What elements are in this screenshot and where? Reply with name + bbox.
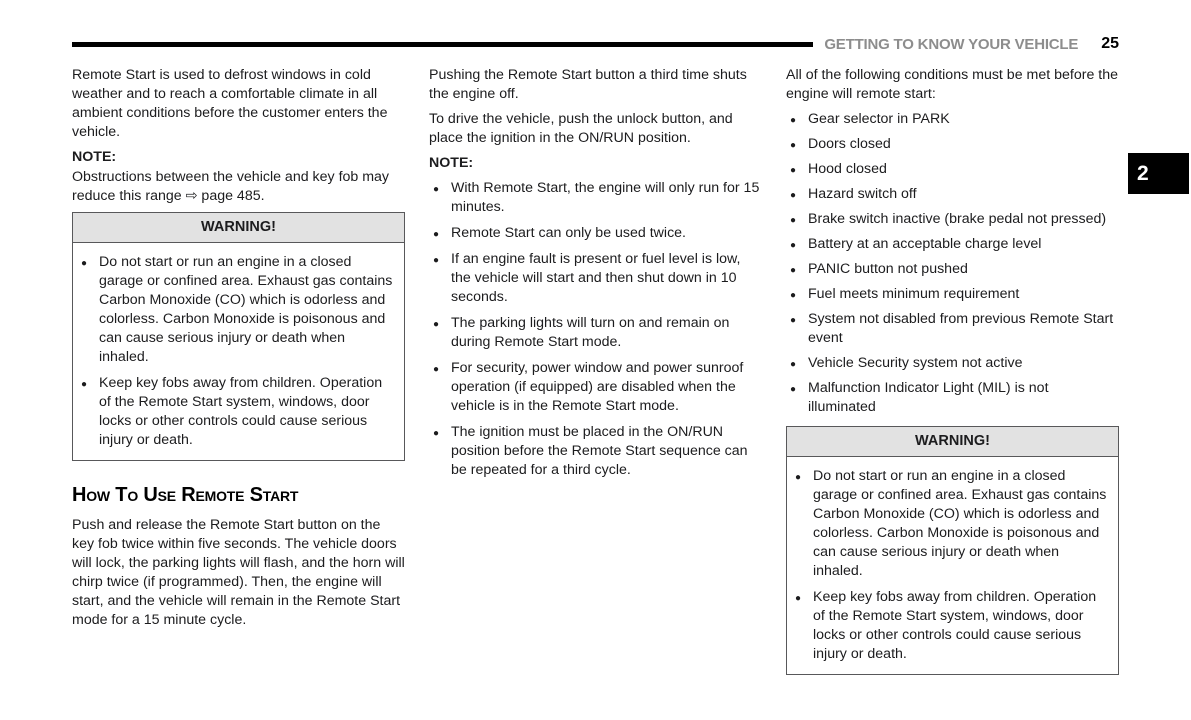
condition-bullet-text: System not disabled from previous Remote Start event [808,311,1114,346]
third-press-paragraph: Pushing the Remote Start button a third time shuts the engine off. [429,67,747,102]
condition-bullet-text: Doors closed [808,136,891,152]
page-number: 25 [1101,35,1119,52]
condition-bullet-text: Malfunction Indicator Light (MIL) is not illuminated [808,380,1049,415]
condition-bullet-item [786,110,1119,129]
note-paragraph [72,168,405,206]
warning-bullet-list [77,253,396,450]
condition-bullet-text: Fuel meets minimum requirement [808,286,1020,302]
condition-bullet-item [786,160,1119,179]
condition-bullet-item [786,379,1119,417]
column-3 [786,66,1119,675]
warning-title: WARNING! [73,213,404,243]
condition-bullet-text: PANIC button not pushed [808,261,968,277]
condition-bullet-text: Battery at an acceptable charge level [808,236,1042,252]
conditions-intro-paragraph: All of the following conditions must be met before the engine will remote start: [786,67,1119,102]
warning-bullet-item [791,588,1110,664]
note-bullet-text: With Remote Start, the engine will only run for 15 minutes. [451,180,760,215]
how-to-use-paragraph: Push and release the Remote Start button on the key fob twice within five seconds. The vehicle doors will lock, the parking lights will flash, and the horn will chirp twice (if programmed). Then, the engine will start, and the vehicle will remain in the Remote Start mode for a 15 minute cycle. [72,517,405,628]
condition-bullet-text: Hood closed [808,161,887,177]
section-heading-how-to-use-remote-start: How To Use Remote Start [72,484,299,506]
warning-bullet-text: Do not start or run an engine in a closed garage or confined area. Exhaust gas contains Carbon Monoxide (CO) which is odorless and colorless. Carbon Monoxide is poisonous and can cause serious injury or death when inhaled. [99,254,393,365]
note-text: Obstructions between the vehicle and key fob may reduce this range [72,169,390,204]
condition-bullet-item [786,310,1119,348]
note-bullet-item [429,314,762,352]
page-485-crossref-link[interactable]: ⇨ page 485. [185,188,265,204]
warning-bullet-item [77,253,396,367]
condition-bullet-text: Gear selector in PARK [808,111,950,127]
condition-bullet-text: Brake switch inactive (brake pedal not pressed) [808,211,1107,227]
condition-bullet-item [786,185,1119,204]
note-bullet-item [429,224,762,243]
warning-bullet-text: Do not start or run an engine in a closed garage or confined area. Exhaust gas contains Carbon Monoxide (CO) which is odorless and colorless. Carbon Monoxide is poisonous and can cause serious injury or death when inhaled. [813,468,1107,579]
column-2 [429,66,762,675]
header-rule [72,42,813,47]
column-1 [72,66,405,675]
chapter-tab-number: 2 [1137,161,1149,185]
warning-bullet-item [77,374,396,450]
condition-bullet-item [786,260,1119,279]
note-bullet-text: If an engine fault is present or fuel level is low, the vehicle will start and then shut down in 10 seconds. [451,251,741,305]
condition-bullet-item [786,354,1119,373]
warning-bullet-item [791,467,1110,581]
condition-bullet-item [786,235,1119,254]
warning-body [787,457,1118,674]
page-content [72,66,1119,675]
note-bullet-text: For security, power window and power sunroof operation (if equipped) are disabled when the vehicle is in the Remote Start mode. [451,360,744,414]
note-bullet-item [429,359,762,416]
drive-vehicle-paragraph: To drive the vehicle, push the unlock button, and place the ignition in the ON/RUN position. [429,111,733,146]
warning-title: WARNING! [787,427,1118,457]
condition-bullet-item [786,210,1119,229]
chapter-tab [1128,153,1189,194]
warning-body [73,243,404,460]
condition-bullet-text: Vehicle Security system not active [808,355,1023,371]
note-bullet-text: Remote Start can only be used twice. [451,225,687,241]
note-bullet-text: The ignition must be placed in the ON/RUN position before the Remote Start sequence can be repeated for a third cycle. [451,424,748,478]
warning-bullet-text: Keep key fobs away from children. Operation of the Remote Start system, windows, door locks or other controls could cause serious injury or death. [99,375,383,448]
warning-box-column3 [786,426,1119,675]
note-label: NOTE: [72,149,117,165]
note-bullet-text: The parking lights will turn on and remain on during Remote Start mode. [451,315,730,350]
note-label: NOTE: [429,155,474,171]
running-header-title: GETTING TO KNOW YOUR VEHICLE [824,35,1079,53]
warning-box-column1 [72,212,405,461]
condition-bullet-text: Hazard switch off [808,186,917,202]
note-bullet-item [429,250,762,307]
warning-bullet-list [791,467,1110,664]
condition-bullet-item [786,135,1119,154]
running-header [72,35,1119,53]
warning-bullet-text: Keep key fobs away from children. Operation of the Remote Start system, windows, door locks or other controls could cause serious injury or death. [813,589,1097,662]
note-bullet-item [429,423,762,480]
condition-bullet-item [786,285,1119,304]
remote-start-intro-paragraph: Remote Start is used to defrost windows in cold weather and to reach a comfortable climate in all ambient conditions before the customer enters the vehicle. [72,67,388,140]
note-bullet-list [429,179,762,480]
note-bullet-item [429,179,762,217]
conditions-bullet-list [786,110,1119,417]
